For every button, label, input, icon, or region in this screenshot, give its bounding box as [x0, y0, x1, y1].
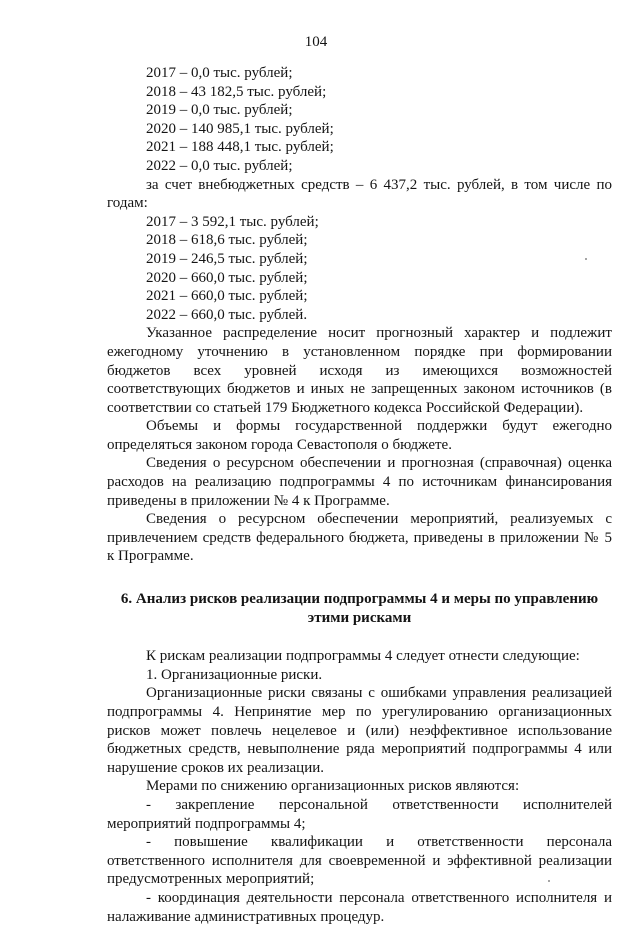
offbudget-intro: за счет внебюджетных средств – 6 437,2 тыс. рублей, в том числе по годам: — [107, 176, 612, 212]
budget-line: 2019 – 0,0 тыс. рублей; — [146, 102, 293, 119]
list-item: - закрепление персональной ответственности исполнителей мероприятий подпрограммы 4; — [107, 796, 612, 832]
paragraph: 1. Организационные риски. — [146, 666, 323, 683]
budget-line: 2020 – 140 985,1 тыс. рублей; — [146, 120, 334, 137]
budget-line: 2019 – 246,5 тыс. рублей; — [146, 250, 308, 267]
page-number: 104 — [304, 34, 328, 50]
document-body — [107, 64, 612, 926]
budget-line: 2021 – 660,0 тыс. рублей; — [146, 288, 308, 305]
paragraph: Объемы и формы государственной поддержки будут ежегодно определяться законом города Севастополя о бюджете. — [107, 418, 612, 453]
budget-line: 2017 – 0,0 тыс. рублей; — [146, 65, 293, 81]
paragraph: Сведения о ресурсном обеспечении мероприятий, реализуемых с привлечением средств федерального бюджета, приведены в приложении № 5 к Программе. — [107, 511, 612, 565]
budget-line: 2022 – 0,0 тыс. рублей; — [146, 157, 293, 174]
paragraph: Мерами по снижению организационных рисков являются: — [146, 778, 520, 795]
list-item: - координация деятельности персонала ответственного исполнителя и налаживание административных процедур. — [107, 889, 612, 925]
section-heading: 6. Анализ рисков реализации подпрограммы 4 и меры по управлению этими рисками — [120, 591, 599, 626]
budget-line: 2022 – 660,0 тыс. рублей. — [146, 306, 308, 323]
budget-line: 2017 – 3 592,1 тыс. рублей; — [146, 213, 319, 230]
budget-list-b — [107, 213, 612, 325]
budget-line: 2018 – 618,6 тыс. рублей; — [146, 232, 308, 249]
budget-line: 2021 – 188 448,1 тыс. рублей; — [146, 139, 334, 156]
scan-speck — [548, 880, 550, 882]
budget-line: 2018 – 43 182,5 тыс. рублей; — [146, 83, 327, 100]
budget-list-a — [107, 64, 612, 176]
budget-line: 2020 – 660,0 тыс. рублей; — [146, 269, 308, 286]
scan-speck — [585, 258, 587, 260]
paragraph: К рискам реализации подпрограммы 4 следует отнести следующие: — [146, 648, 580, 665]
paragraph: Указанное распределение носит прогнозный характер и подлежит ежегодному уточнению в установленном порядке при формировании бюджетов всех уровней исходя из имеющихся возможностей соответствующих бюджетов и иных не запрещенных законом источников (в соответствии со статьей 179 Бюджетного кодекса Российской Федерации). — [107, 325, 612, 416]
paragraph: Организационные риски связаны с ошибками управления реализацией подпрограммы 4. Непринятие мер по урегулированию организационных рисков может повлечь нецелевое и (или) неэффективное использование бюджетных средств, невыполнение ряда мероприятий подпрограммы 4 или нарушение сроков их реализации. — [107, 685, 612, 776]
paragraph: Сведения о ресурсном обеспечении и прогнозная (справочная) оценка расходов на реализацию подпрограммы 4 по источникам финансирования приведены в приложении № 4 к Программе. — [107, 455, 612, 509]
list-item: - повышение квалификации и ответственности персонала ответственного исполнителя для своевременной и эффективной реализации предусмотренных мероприятий; — [107, 834, 612, 888]
